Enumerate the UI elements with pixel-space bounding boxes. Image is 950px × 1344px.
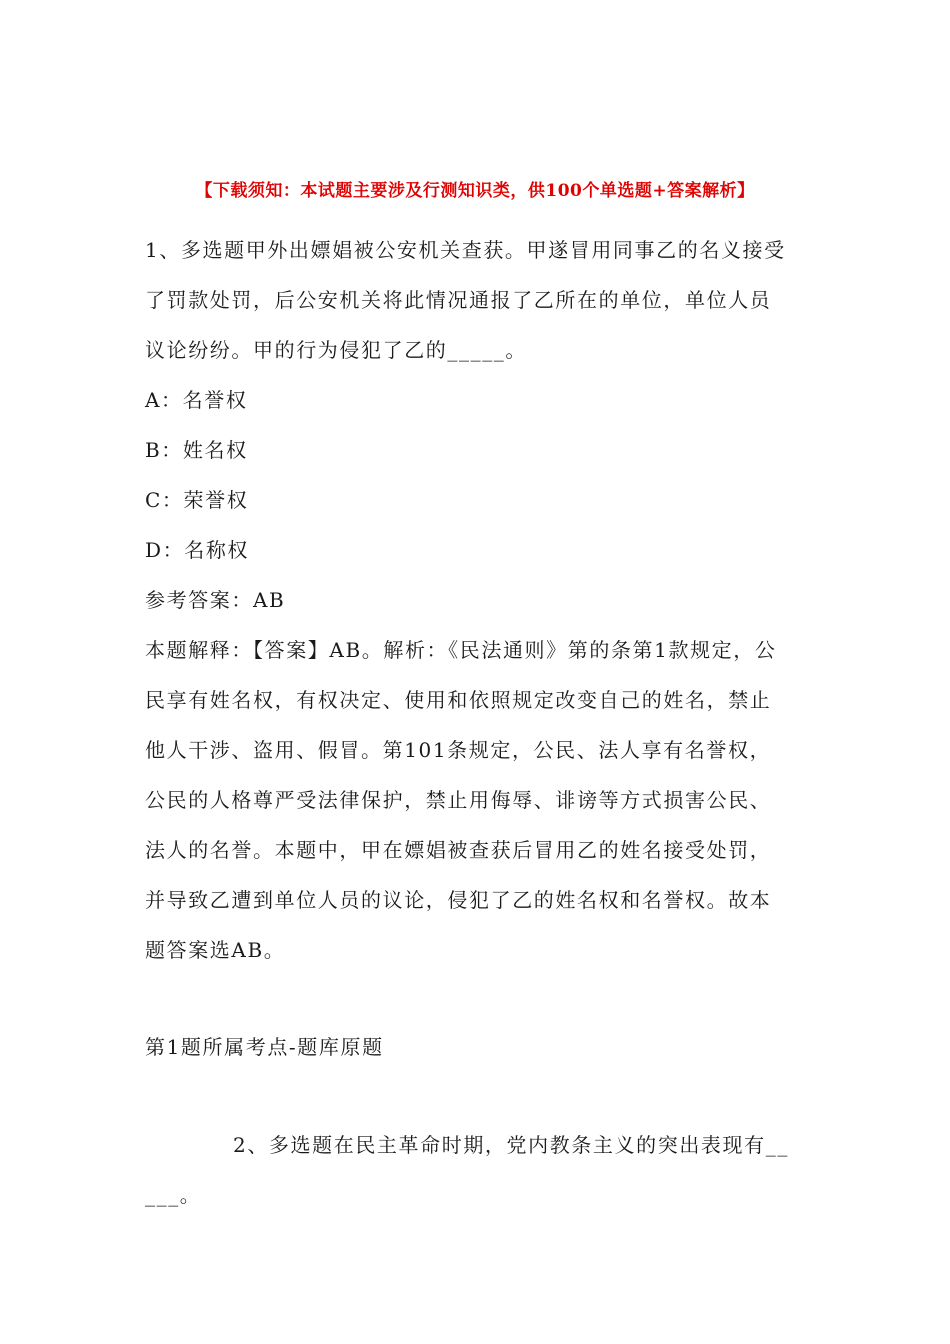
download-notice: 【下载须知：本试题主要涉及行测知识类，供100个单选题+答案解析】: [195, 181, 755, 201]
stem-line: 议论纷纷。甲的行为侵犯了乙的_____。: [145, 338, 527, 362]
stem-line: 了罚款处罚，后公安机关将此情况通报了乙所在的单位，单位人员: [145, 288, 772, 312]
explanation-line: 他人干涉、盗用、假冒。第101条规定，公民、法人享有名誉权，: [145, 738, 772, 762]
option-d: D：名称权: [145, 538, 250, 562]
question-1-stem: [145, 225, 807, 375]
explanation-line: 民享有姓名权，有权决定、使用和依照规定改变自己的姓名，禁止: [145, 688, 772, 712]
explanation-line: 题答案选AB。: [145, 938, 286, 962]
explanation-line: 公民的人格尊严受法律保护，禁止用侮辱、诽谤等方式损害公民、: [145, 788, 772, 812]
option-a: A：名誉权: [145, 388, 248, 412]
question-1: [145, 225, 807, 975]
option-c: C：荣誉权: [145, 488, 249, 512]
explanation-line: 法人的名誉。本题中，甲在嫖娼被查获后冒用乙的姓名接受处罚，: [145, 838, 772, 862]
question-1-explanation: [145, 625, 807, 975]
topic-note: 第1题所属考点-题库原题: [145, 1035, 384, 1059]
reference-answer: 参考答案：AB: [145, 588, 286, 612]
explanation-line: 本题解释：【答案】AB。解析：《民法通则》第的条第1款规定，公: [145, 638, 777, 662]
question-1-options: [145, 375, 807, 575]
explanation-line: 并导致乙遭到单位人员的议论，侵犯了乙的姓名权和名誉权。故本: [145, 888, 772, 912]
question-2: [145, 1120, 815, 1220]
question-2-stem-line: ___。: [145, 1183, 202, 1207]
stem-line: 1、多选题甲外出嫖娼被公安机关查获。甲遂冒用同事乙的名义接受: [145, 238, 786, 262]
option-b: B：姓名权: [145, 438, 248, 462]
question-2-stem-line: 2、多选题在民主革命时期，党内教条主义的突出表现有__: [233, 1133, 789, 1157]
